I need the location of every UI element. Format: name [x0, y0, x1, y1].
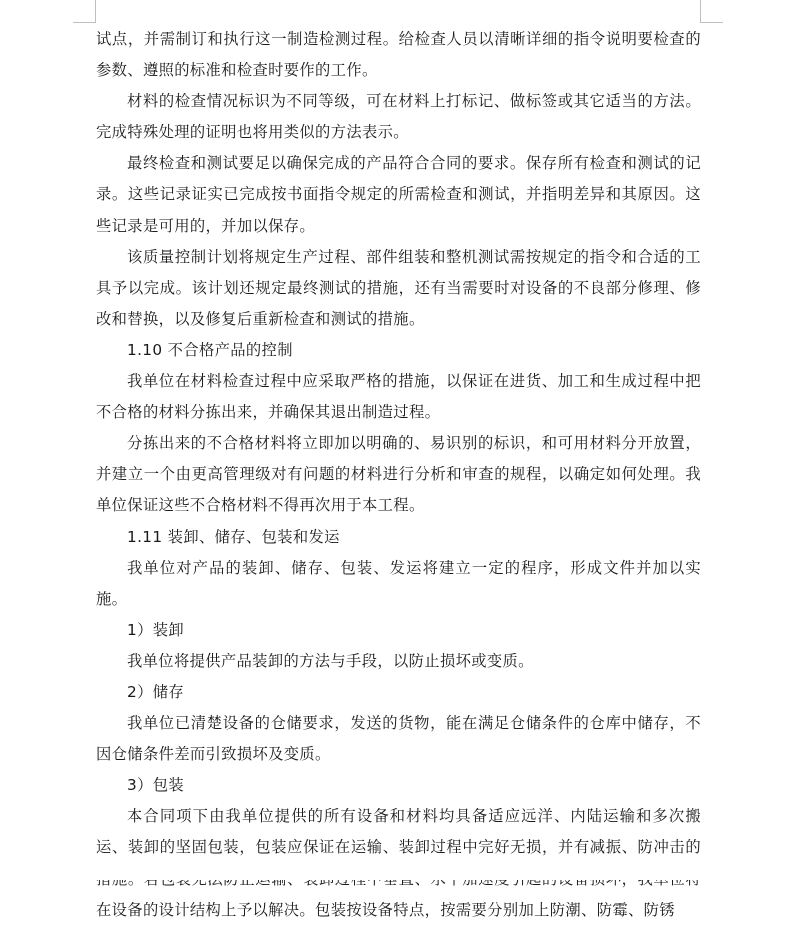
- document-body: [96, 24, 701, 926]
- subsection-heading: 2）储存: [127, 682, 185, 701]
- paragraph: 我单位将提供产品装卸的方法与手段，以防止损坏或变质。: [127, 651, 534, 670]
- paragraph: 我单位已清楚设备的仓储要求，发送的货物，能在满足仓储条件的仓库中储存，不因仓储条件差而引致损坏及变质。: [96, 714, 701, 764]
- subsection-heading: 1）装卸: [127, 620, 185, 639]
- section-heading: 1.11 装卸、储存、包装和发运: [127, 527, 340, 546]
- paragraph: 我单位对产品的装卸、储存、包装、发运将建立一定的程序，形成文件并加以实施。: [96, 558, 701, 608]
- page-bottom-edge: [0, 869, 795, 880]
- section-heading: 1.10 不合格产品的控制: [127, 340, 293, 359]
- paragraph: 我单位在材料检查过程中应采取严格的措施，以保证在进货、加工和生成过程中把不合格的材料分拣出来，并确保其退出制造过程。: [96, 372, 701, 422]
- paragraph: 该质量控制计划将规定生产过程、部件组装和整机测试需按规定的指令和合适的工具予以完成。该计划还规定最终测试的措施，还有当需要时对设备的不良部分修理、修改和替换，以及修复后重新检查和测试的措施。: [96, 247, 701, 328]
- paragraph: 试点，并需制订和执行这一制造检测过程。给检查人员以清晰详细的指令说明要检查的参数、遵照的标准和检查时要作的工作。: [96, 30, 701, 80]
- crop-mark-top-right: [700, 0, 723, 23]
- subsection-heading: 3）包装: [127, 776, 185, 795]
- paragraph: 材料的检查情况标识为不同等级，可在材料上打标记、做标签或其它适当的方法。完成特殊处理的证明也将用类似的方法表示。: [96, 92, 701, 142]
- paragraph: 最终检查和测试要足以确保完成的产品符合合同的要求。保存所有检查和测试的记录。这些记录证实已完成按书面指令规定的所需检查和测试，并指明差异和其原因。这些记录是可用的，并加以保存。: [96, 154, 701, 235]
- crop-mark-top-left: [73, 0, 96, 23]
- paragraph: 分拣出来的不合格材料将立即加以明确的、易识别的标识，和可用材料分开放置，并建立一个由更高管理级对有问题的材料进行分析和审查的规程，以确定如何处理。我单位保证这些不合格材料不得再次用于本工程。: [96, 434, 701, 515]
- paragraph: 本合同项下由我单位提供的所有设备和材料均具备适应远洋、内陆运输和多次搬运、装卸的坚固包装，包装应保证在运输、装卸过程中完好无损，并有减振、防冲击的 在设备的设计结构上予以解决。包装按设备特点，按需要分别加上防潮、防霉、防锈: [96, 807, 701, 919]
